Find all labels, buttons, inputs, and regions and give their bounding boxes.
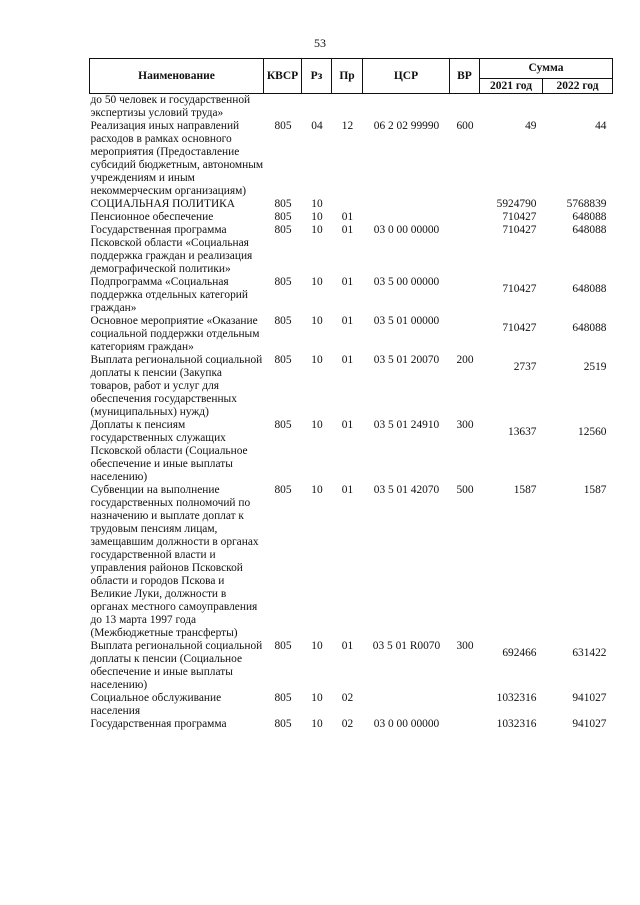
row-pr xyxy=(332,198,363,211)
row-vr xyxy=(450,718,480,731)
table-row xyxy=(90,276,613,315)
row-sum-2021: 1032316 xyxy=(496,692,537,704)
row-sum-2022: 648088 xyxy=(572,211,607,223)
row-sum-2022: 631422 xyxy=(572,647,607,659)
row-pr: 02 xyxy=(341,718,354,730)
header-kvsr: КВСР xyxy=(264,59,302,94)
header-2022: 2022 год xyxy=(543,79,613,94)
row-name: Выплата региональной социальной доплаты к пенсии (Закупка товаров, работ и услуг для обеспечения государственных (муниципальных) нужд) xyxy=(90,354,263,418)
row-csr xyxy=(363,211,450,224)
row-vr: 300 xyxy=(456,640,474,652)
row-rz: 10 xyxy=(311,419,323,431)
row-name: Социальное обслуживание населения xyxy=(90,692,222,717)
row-sum-2022: 648088 xyxy=(572,283,607,295)
row-rz: 10 xyxy=(311,315,323,327)
header-pr: Пр xyxy=(332,59,363,94)
row-rz xyxy=(302,94,332,121)
row-rz: 10 xyxy=(311,211,323,223)
table-row xyxy=(90,640,613,692)
table-row xyxy=(90,315,613,354)
row-sum-2021: 710427 xyxy=(502,224,537,236)
header-rz: Рз xyxy=(302,59,332,94)
row-vr xyxy=(450,211,480,224)
row-csr xyxy=(363,94,450,121)
row-rz: 10 xyxy=(311,354,323,366)
row-rz: 04 xyxy=(311,120,323,132)
row-csr: 03 0 00 00000 xyxy=(373,224,440,236)
budget-table xyxy=(89,58,613,731)
row-kvsr: 805 xyxy=(274,718,292,730)
row-kvsr: 805 xyxy=(274,211,292,223)
row-csr: 03 5 01 42070 xyxy=(373,484,440,496)
row-csr: 06 2 02 99990 xyxy=(373,120,440,132)
row-sum-2021: 710427 xyxy=(502,211,537,223)
row-sum-2022 xyxy=(543,94,613,121)
row-kvsr: 805 xyxy=(274,198,292,210)
table-row xyxy=(90,198,613,211)
row-rz: 10 xyxy=(311,718,323,730)
row-name: Подпрограмма «Социальная поддержка отдельных категорий граждан» xyxy=(90,276,248,314)
row-pr: 12 xyxy=(341,120,354,132)
row-sum-2022: 5768839 xyxy=(566,198,607,210)
row-sum-2021: 13637 xyxy=(508,426,537,438)
row-sum-2022: 1587 xyxy=(583,484,607,496)
row-csr xyxy=(363,692,450,718)
table-header xyxy=(90,59,613,94)
row-name: СОЦИАЛЬНАЯ ПОЛИТИКА xyxy=(90,198,236,210)
table-row xyxy=(90,419,613,484)
row-vr xyxy=(450,198,480,211)
row-vr xyxy=(450,224,480,276)
table-row xyxy=(90,120,613,198)
table-row xyxy=(90,354,613,419)
row-sum-2021: 710427 xyxy=(502,283,537,295)
row-kvsr: 805 xyxy=(274,120,292,132)
row-kvsr: 805 xyxy=(274,419,292,431)
row-sum-2022: 12560 xyxy=(578,426,607,438)
row-pr: 01 xyxy=(341,640,354,652)
row-vr xyxy=(450,692,480,718)
row-sum-2021: 2737 xyxy=(513,361,537,373)
row-name: Пенсионное обеспечение xyxy=(90,211,214,223)
row-pr: 01 xyxy=(341,419,354,431)
row-pr: 01 xyxy=(341,484,354,496)
row-sum-2021: 1587 xyxy=(513,484,537,496)
row-pr: 01 xyxy=(341,354,354,366)
row-pr: 01 xyxy=(341,211,354,223)
table-row xyxy=(90,94,613,121)
row-sum-2022: 941027 xyxy=(572,718,607,730)
header-vr: ВР xyxy=(450,59,480,94)
row-sum-2021: 49 xyxy=(525,120,537,132)
table-body xyxy=(90,94,613,732)
row-name: Субвенции на выполнение государственных полномочий по назначению и выплате доплат к трудовым пенсиям лицам, замещавшим должности в органах государственной власти и управления районов Псковской области и городов Пскова и Великие Луки, должности в органах местного самоуправления до 13 марта 1997 года (Межбюджетные трансферты) xyxy=(90,484,259,639)
row-kvsr: 805 xyxy=(274,484,292,496)
row-pr xyxy=(332,94,363,121)
table-row xyxy=(90,692,613,718)
row-sum-2022: 2519 xyxy=(583,361,607,373)
row-csr: 03 5 01 R0070 xyxy=(372,640,441,652)
row-csr: 03 5 01 20070 xyxy=(373,354,440,366)
table-row xyxy=(90,484,613,640)
row-name: Государственная программа Псковской области «Социальная поддержка граждан и реализация демографической политики» xyxy=(90,224,253,275)
table-row xyxy=(90,224,613,276)
row-sum-2021: 692466 xyxy=(502,647,537,659)
row-kvsr xyxy=(264,94,302,121)
row-pr: 01 xyxy=(341,224,354,236)
row-sum-2021: 5924790 xyxy=(496,198,537,210)
header-sum: Сумма xyxy=(480,59,613,79)
row-kvsr: 805 xyxy=(274,692,292,704)
row-sum-2022: 648088 xyxy=(572,224,607,236)
row-name: Доплаты к пенсиям государственных служащих Псковской области (Социальное обеспечение и иные выплаты населению) xyxy=(90,419,248,483)
row-rz: 10 xyxy=(311,484,323,496)
row-vr xyxy=(450,94,480,121)
row-kvsr: 805 xyxy=(274,276,292,288)
row-sum-2021: 1032316 xyxy=(496,718,537,730)
row-rz: 10 xyxy=(311,692,323,704)
row-vr: 600 xyxy=(456,120,474,132)
page-number: 53 xyxy=(314,36,326,50)
header-name: Наименование xyxy=(90,59,264,94)
row-kvsr: 805 xyxy=(274,640,292,652)
row-pr: 02 xyxy=(341,692,354,704)
row-kvsr: 805 xyxy=(274,354,292,366)
row-rz: 10 xyxy=(311,640,323,652)
row-sum-2021 xyxy=(480,94,543,121)
row-rz: 10 xyxy=(311,198,323,210)
header-csr: ЦСР xyxy=(363,59,450,94)
row-name: до 50 человек и государственной экспертизы условий труда» xyxy=(90,94,251,119)
row-csr: 03 0 00 00000 xyxy=(373,718,440,730)
row-sum-2021: 710427 xyxy=(502,322,537,334)
row-vr: 300 xyxy=(456,419,474,431)
row-rz: 10 xyxy=(311,276,323,288)
row-name: Выплата региональной социальной доплаты к пенсии (Социальное обеспечение и иные выплаты населению) xyxy=(90,640,263,691)
row-rz: 10 xyxy=(311,224,323,236)
row-csr: 03 5 01 00000 xyxy=(373,315,440,327)
row-pr: 01 xyxy=(341,276,354,288)
row-csr xyxy=(363,198,450,211)
table-row xyxy=(90,211,613,224)
row-sum-2022: 648088 xyxy=(572,322,607,334)
row-kvsr: 805 xyxy=(274,224,292,236)
row-vr xyxy=(450,315,480,354)
row-csr: 03 5 00 00000 xyxy=(373,276,440,288)
table-row xyxy=(90,718,613,731)
row-vr: 200 xyxy=(456,354,474,366)
row-vr xyxy=(450,276,480,315)
row-name: Государственная программа xyxy=(90,718,227,730)
header-2021: 2021 год xyxy=(480,79,543,94)
row-sum-2022: 44 xyxy=(595,120,607,132)
row-vr: 500 xyxy=(456,484,474,496)
row-pr: 01 xyxy=(341,315,354,327)
row-name: Реализация иных направлений расходов в рамках основного мероприятия (Предоставление субсидий бюджетным, автономным учреждениям и иным некоммерческим организациям) xyxy=(90,120,264,197)
row-name: Основное мероприятие «Оказание социальной поддержки отдельным категориям граждан» xyxy=(90,315,260,353)
row-sum-2022: 941027 xyxy=(572,692,607,704)
row-csr: 03 5 01 24910 xyxy=(373,419,440,431)
row-kvsr: 805 xyxy=(274,315,292,327)
